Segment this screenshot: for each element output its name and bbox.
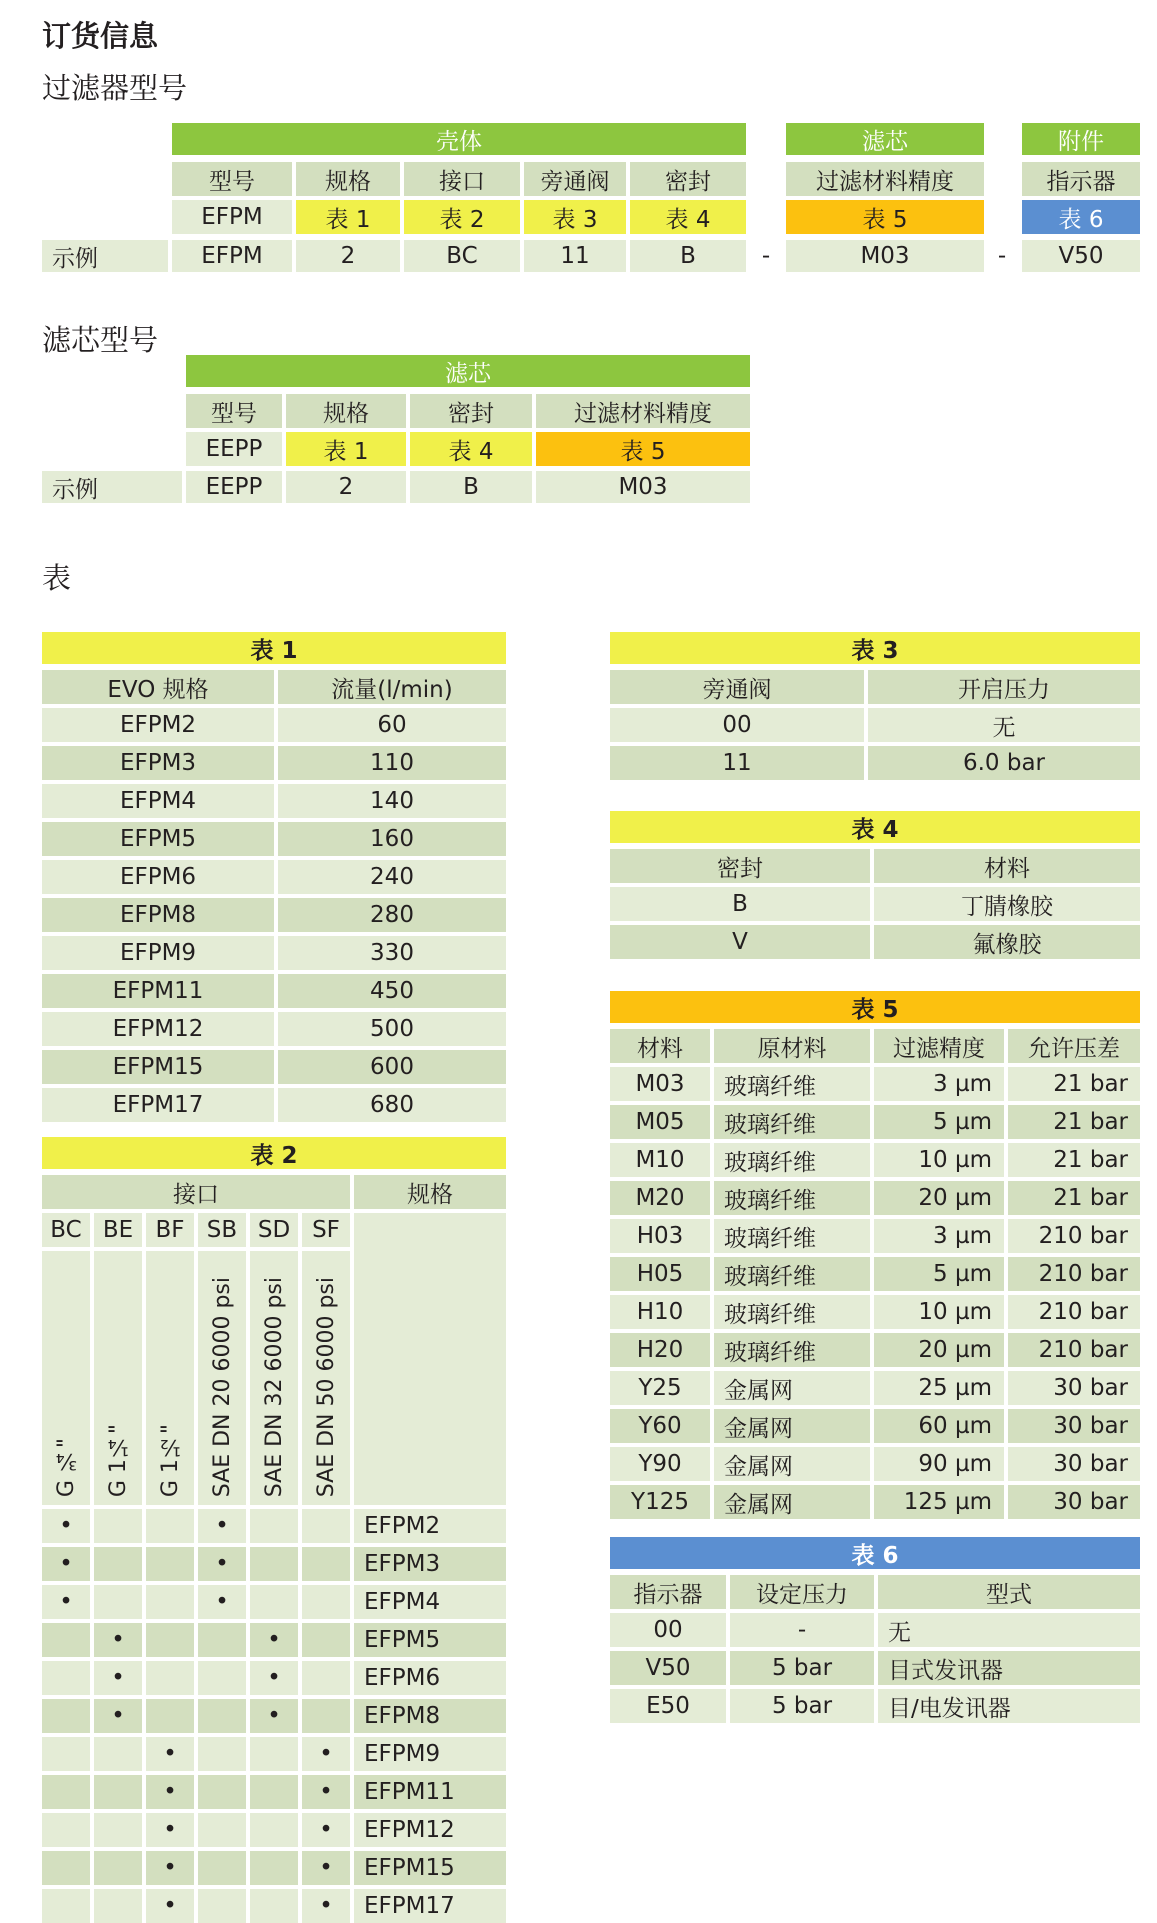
table-cell: V50 xyxy=(610,1651,726,1685)
port-mark-cell xyxy=(94,1623,142,1657)
table-cell: M05 xyxy=(610,1105,710,1139)
bullet-mark: • xyxy=(59,1551,73,1577)
ex-bypass: 11 xyxy=(524,240,626,272)
table-title: 表 4 xyxy=(610,811,1140,843)
bullet-mark: • xyxy=(267,1665,281,1691)
port-mark-cell xyxy=(146,1813,194,1847)
table-cell: 10 µm xyxy=(874,1295,1004,1329)
size-cell: EFPM4 xyxy=(354,1585,506,1619)
table-cell: 20 µm xyxy=(874,1333,1004,1367)
col-seal: 密封 xyxy=(630,162,746,196)
ex-indicator: V50 xyxy=(1022,240,1140,272)
ex-media: M03 xyxy=(536,471,750,503)
table-cell: 210 bar xyxy=(1008,1333,1140,1367)
dash-separator: - xyxy=(761,243,771,269)
port-mark-cell xyxy=(198,1851,246,1885)
table-cell: 680 xyxy=(278,1088,506,1122)
port-mark-cell xyxy=(250,1585,298,1619)
port-description xyxy=(146,1251,194,1505)
col-media: 过滤材料精度 xyxy=(536,394,750,428)
table-cell: 5 µm xyxy=(874,1105,1004,1139)
table-header: 设定压力 xyxy=(730,1575,874,1609)
table-cell: 25 µm xyxy=(874,1371,1004,1405)
port-mark-cell xyxy=(198,1775,246,1809)
port-mark-cell xyxy=(42,1851,90,1885)
port-mark-cell xyxy=(94,1547,142,1581)
table-header: 材料 xyxy=(874,849,1140,883)
col-model: 型号 xyxy=(172,162,292,196)
port-mark-cell xyxy=(94,1889,142,1923)
port-mark-cell xyxy=(42,1585,90,1619)
element-model-heading: 滤芯型号 xyxy=(42,323,159,357)
col-model: 型号 xyxy=(186,394,282,428)
bullet-mark: • xyxy=(59,1513,73,1539)
table-cell: 5 µm xyxy=(874,1257,1004,1291)
table-cell: EFPM15 xyxy=(42,1050,274,1084)
size-cell: EFPM17 xyxy=(354,1889,506,1923)
table-cell: 500 xyxy=(278,1012,506,1046)
table-cell: 30 bar xyxy=(1008,1409,1140,1443)
bullet-mark: • xyxy=(59,1589,73,1615)
table-title: 表 2 xyxy=(42,1137,506,1169)
code-port: 表 2 xyxy=(404,200,520,234)
table-cell: 280 xyxy=(278,898,506,932)
port-mark-cell xyxy=(198,1661,246,1695)
code-model: EFPM xyxy=(172,200,292,234)
table-title: 表 6 xyxy=(610,1537,1140,1569)
table-cell: 无 xyxy=(868,708,1140,742)
table-cell: 240 xyxy=(278,860,506,894)
code-media: 表 5 xyxy=(786,200,984,234)
port-mark-cell xyxy=(42,1737,90,1771)
bullet-mark: • xyxy=(111,1627,125,1653)
table-header: 密封 xyxy=(610,849,870,883)
port-description xyxy=(198,1251,246,1505)
filter-model-heading: 过滤器型号 xyxy=(42,71,188,105)
port-code: SF xyxy=(302,1213,350,1247)
size-cell: EFPM2 xyxy=(354,1509,506,1543)
table-cell: 110 xyxy=(278,746,506,780)
port-description-text: G 1½" xyxy=(157,1423,183,1497)
example-label: 示例 xyxy=(42,471,182,503)
table-cell: 5 bar xyxy=(730,1689,874,1723)
code-media: 表 5 xyxy=(536,432,750,466)
table-cell: 玻璃纤维 xyxy=(714,1219,870,1253)
port-mark-cell xyxy=(94,1661,142,1695)
col-size: 规格 xyxy=(286,394,406,428)
port-mark-cell xyxy=(42,1509,90,1543)
table-cell: EFPM5 xyxy=(42,822,274,856)
code-bypass: 表 3 xyxy=(524,200,626,234)
table-cell: E50 xyxy=(610,1689,726,1723)
bullet-mark: • xyxy=(111,1703,125,1729)
port-description-text: G ¾" xyxy=(53,1437,79,1497)
table-cell: 玻璃纤维 xyxy=(714,1333,870,1367)
port-mark-cell xyxy=(250,1623,298,1657)
table-cell: 140 xyxy=(278,784,506,818)
port-mark-cell xyxy=(42,1813,90,1847)
table-cell: Y125 xyxy=(610,1485,710,1519)
table-cell: 无 xyxy=(878,1613,1140,1647)
size-blank xyxy=(354,1213,506,1505)
port-mark-cell xyxy=(302,1813,350,1847)
table-cell: 玻璃纤维 xyxy=(714,1295,870,1329)
table-cell: H03 xyxy=(610,1219,710,1253)
port-mark-cell xyxy=(250,1813,298,1847)
port-mark-cell xyxy=(42,1699,90,1733)
table-header: EVO 规格 xyxy=(42,670,274,704)
table-header: 原材料 xyxy=(714,1029,870,1063)
bullet-mark: • xyxy=(111,1665,125,1691)
bullet-mark: • xyxy=(319,1893,333,1919)
port-mark-cell xyxy=(302,1775,350,1809)
port-mark-cell xyxy=(146,1585,194,1619)
ex-port: BC xyxy=(404,240,520,272)
table-cell: EFPM2 xyxy=(42,708,274,742)
port-description xyxy=(250,1251,298,1505)
table-cell: 210 bar xyxy=(1008,1295,1140,1329)
ex-media: M03 xyxy=(786,240,984,272)
table-cell: 600 xyxy=(278,1050,506,1084)
port-mark-cell xyxy=(94,1737,142,1771)
port-mark-cell xyxy=(94,1813,142,1847)
port-mark-cell xyxy=(250,1699,298,1733)
bullet-mark: • xyxy=(267,1703,281,1729)
col-size: 规格 xyxy=(296,162,400,196)
code-seal: 表 4 xyxy=(630,200,746,234)
table-cell: EFPM17 xyxy=(42,1088,274,1122)
port-description-text: SAE DN 50 6000 psi xyxy=(313,1276,339,1497)
port-mark-cell xyxy=(302,1547,350,1581)
code-size: 表 1 xyxy=(286,432,406,466)
code-seal: 表 4 xyxy=(410,432,532,466)
table-cell: Y60 xyxy=(610,1409,710,1443)
table-cell: 21 bar xyxy=(1008,1067,1140,1101)
table-cell: EFPM12 xyxy=(42,1012,274,1046)
table-header: 型式 xyxy=(878,1575,1140,1609)
port-mark-cell xyxy=(302,1585,350,1619)
port-mark-cell xyxy=(302,1661,350,1695)
table-cell: 3 µm xyxy=(874,1067,1004,1101)
port-mark-cell xyxy=(250,1775,298,1809)
table-cell: 玻璃纤维 xyxy=(714,1067,870,1101)
port-mark-cell xyxy=(146,1737,194,1771)
table-cell: 11 xyxy=(610,746,864,780)
table-cell: 90 µm xyxy=(874,1447,1004,1481)
port-mark-cell xyxy=(146,1547,194,1581)
table-cell: 金属网 xyxy=(714,1371,870,1405)
example-label: 示例 xyxy=(42,240,168,272)
group-housing: 壳体 xyxy=(172,123,746,155)
port-mark-cell xyxy=(302,1889,350,1923)
code-size: 表 1 xyxy=(296,200,400,234)
port-mark-cell xyxy=(94,1699,142,1733)
table-title: 表 3 xyxy=(610,632,1140,664)
table-cell: 21 bar xyxy=(1008,1143,1140,1177)
table-cell: 20 µm xyxy=(874,1181,1004,1215)
ex-size: 2 xyxy=(286,471,406,503)
table-cell: 125 µm xyxy=(874,1485,1004,1519)
port-mark-cell xyxy=(94,1851,142,1885)
port-mark-cell xyxy=(250,1547,298,1581)
table-cell: 30 bar xyxy=(1008,1447,1140,1481)
port-description-text: G 1¼" xyxy=(105,1423,131,1497)
table-cell: 3 µm xyxy=(874,1219,1004,1253)
table-cell: M10 xyxy=(610,1143,710,1177)
table-cell: 330 xyxy=(278,936,506,970)
bullet-mark: • xyxy=(267,1627,281,1653)
table-cell: EFPM3 xyxy=(42,746,274,780)
port-mark-cell xyxy=(198,1623,246,1657)
table-header: 材料 xyxy=(610,1029,710,1063)
port-mark-cell xyxy=(198,1509,246,1543)
bullet-mark: • xyxy=(319,1855,333,1881)
bullet-mark: • xyxy=(215,1589,229,1615)
tables-heading: 表 xyxy=(42,561,72,595)
port-description xyxy=(94,1251,142,1505)
table-cell: 玻璃纤维 xyxy=(714,1181,870,1215)
group-accessory: 附件 xyxy=(1022,123,1140,155)
table-cell: 210 bar xyxy=(1008,1257,1140,1291)
table-cell: 玻璃纤维 xyxy=(714,1143,870,1177)
table-header: 旁通阀 xyxy=(610,670,864,704)
port-mark-cell xyxy=(198,1547,246,1581)
port-mark-cell xyxy=(302,1851,350,1885)
table-title: 表 5 xyxy=(610,991,1140,1023)
port-mark-cell xyxy=(302,1509,350,1543)
bullet-mark: • xyxy=(319,1817,333,1843)
table-cell: Y90 xyxy=(610,1447,710,1481)
table-cell: 21 bar xyxy=(1008,1181,1140,1215)
size-cell: EFPM15 xyxy=(354,1851,506,1885)
code-model: EEPP xyxy=(186,432,282,466)
bullet-mark: • xyxy=(163,1741,177,1767)
table-cell: 氟橡胶 xyxy=(874,925,1140,959)
table-cell: EFPM9 xyxy=(42,936,274,970)
col-port: 接口 xyxy=(404,162,520,196)
port-description xyxy=(302,1251,350,1505)
size-cell: EFPM11 xyxy=(354,1775,506,1809)
port-description-text: SAE DN 20 6000 psi xyxy=(209,1276,235,1497)
table-cell: M03 xyxy=(610,1067,710,1101)
table-cell: V xyxy=(610,925,870,959)
bullet-mark: • xyxy=(163,1779,177,1805)
port-code: BC xyxy=(42,1213,90,1247)
table-cell: 160 xyxy=(278,822,506,856)
table-cell: 210 bar xyxy=(1008,1219,1140,1253)
table-cell: 玻璃纤维 xyxy=(714,1257,870,1291)
table-cell: 60 xyxy=(278,708,506,742)
port-mark-cell xyxy=(250,1889,298,1923)
table-cell: 金属网 xyxy=(714,1485,870,1519)
port-mark-cell xyxy=(146,1889,194,1923)
col-bypass: 旁通阀 xyxy=(524,162,626,196)
col-media: 过滤材料精度 xyxy=(786,162,984,196)
dash-separator: - xyxy=(997,243,1007,269)
port-description xyxy=(42,1251,90,1505)
port-mark-cell xyxy=(94,1775,142,1809)
port-mark-cell xyxy=(146,1699,194,1733)
col-seal: 密封 xyxy=(410,394,532,428)
port-mark-cell xyxy=(94,1585,142,1619)
port-code: BE xyxy=(94,1213,142,1247)
table-cell: 金属网 xyxy=(714,1409,870,1443)
port-description-text: SAE DN 32 6000 psi xyxy=(261,1276,287,1497)
table-header: 接口 xyxy=(42,1175,350,1209)
col-indicator: 指示器 xyxy=(1022,162,1140,196)
size-cell: EFPM9 xyxy=(354,1737,506,1771)
table-cell: EFPM11 xyxy=(42,974,274,1008)
table-cell: EFPM8 xyxy=(42,898,274,932)
table-cell: 00 xyxy=(610,1613,726,1647)
table-cell: - xyxy=(730,1613,874,1647)
port-mark-cell xyxy=(146,1661,194,1695)
port-mark-cell xyxy=(42,1889,90,1923)
table-cell: 30 bar xyxy=(1008,1371,1140,1405)
table-cell: 6.0 bar xyxy=(868,746,1140,780)
port-mark-cell xyxy=(42,1661,90,1695)
table-cell: Y25 xyxy=(610,1371,710,1405)
size-cell: EFPM12 xyxy=(354,1813,506,1847)
ex-seal: B xyxy=(630,240,746,272)
table-cell: 00 xyxy=(610,708,864,742)
table-cell: M20 xyxy=(610,1181,710,1215)
group-element: 滤芯 xyxy=(186,355,750,387)
port-mark-cell xyxy=(42,1623,90,1657)
table-cell: 21 bar xyxy=(1008,1105,1140,1139)
table-header: 开启压力 xyxy=(868,670,1140,704)
port-mark-cell xyxy=(302,1737,350,1771)
port-mark-cell xyxy=(302,1699,350,1733)
table-header: 指示器 xyxy=(610,1575,726,1609)
port-mark-cell xyxy=(146,1851,194,1885)
port-mark-cell xyxy=(302,1623,350,1657)
code-indicator: 表 6 xyxy=(1022,200,1140,234)
table-cell: 5 bar xyxy=(730,1651,874,1685)
port-mark-cell xyxy=(250,1737,298,1771)
port-mark-cell xyxy=(198,1737,246,1771)
ex-model: EEPP xyxy=(186,471,282,503)
ex-model: EFPM xyxy=(172,240,292,272)
port-mark-cell xyxy=(146,1775,194,1809)
port-mark-cell xyxy=(198,1585,246,1619)
port-mark-cell xyxy=(250,1509,298,1543)
port-mark-cell xyxy=(94,1509,142,1543)
bullet-mark: • xyxy=(319,1779,333,1805)
ex-seal: B xyxy=(410,471,532,503)
table-cell: H05 xyxy=(610,1257,710,1291)
bullet-mark: • xyxy=(163,1893,177,1919)
port-mark-cell xyxy=(250,1851,298,1885)
size-cell: EFPM5 xyxy=(354,1623,506,1657)
port-mark-cell xyxy=(250,1661,298,1695)
port-mark-cell xyxy=(146,1623,194,1657)
port-mark-cell xyxy=(146,1509,194,1543)
table-cell: 丁腈橡胶 xyxy=(874,887,1140,921)
size-cell: EFPM8 xyxy=(354,1699,506,1733)
table-cell: EFPM4 xyxy=(42,784,274,818)
size-cell: EFPM3 xyxy=(354,1547,506,1581)
table-cell: 10 µm xyxy=(874,1143,1004,1177)
port-code: BF xyxy=(146,1213,194,1247)
table-cell: B xyxy=(610,887,870,921)
table-cell: EFPM6 xyxy=(42,860,274,894)
port-mark-cell xyxy=(42,1547,90,1581)
table-cell: 30 bar xyxy=(1008,1485,1140,1519)
table-cell: 60 µm xyxy=(874,1409,1004,1443)
table-cell: 玻璃纤维 xyxy=(714,1105,870,1139)
page-title: 订货信息 xyxy=(42,19,159,53)
table-title: 表 1 xyxy=(42,632,506,664)
table-header: 规格 xyxy=(354,1175,506,1209)
bullet-mark: • xyxy=(319,1741,333,1767)
size-cell: EFPM6 xyxy=(354,1661,506,1695)
port-mark-cell xyxy=(198,1699,246,1733)
bullet-mark: • xyxy=(215,1513,229,1539)
port-mark-cell xyxy=(198,1889,246,1923)
table-cell: 目/电发讯器 xyxy=(878,1689,1140,1723)
table-header: 过滤精度 xyxy=(874,1029,1004,1063)
ex-size: 2 xyxy=(296,240,400,272)
group-element: 滤芯 xyxy=(786,123,984,155)
table-header: 允许压差 xyxy=(1008,1029,1140,1063)
bullet-mark: • xyxy=(215,1551,229,1577)
bullet-mark: • xyxy=(163,1817,177,1843)
port-mark-cell xyxy=(42,1775,90,1809)
port-code: SB xyxy=(198,1213,246,1247)
table-header: 流量(l/min) xyxy=(278,670,506,704)
port-code: SD xyxy=(250,1213,298,1247)
bullet-mark: • xyxy=(163,1855,177,1881)
port-mark-cell xyxy=(198,1813,246,1847)
table-cell: H20 xyxy=(610,1333,710,1367)
table-cell: 金属网 xyxy=(714,1447,870,1481)
table-cell: 目式发讯器 xyxy=(878,1651,1140,1685)
table-cell: 450 xyxy=(278,974,506,1008)
table-cell: H10 xyxy=(610,1295,710,1329)
